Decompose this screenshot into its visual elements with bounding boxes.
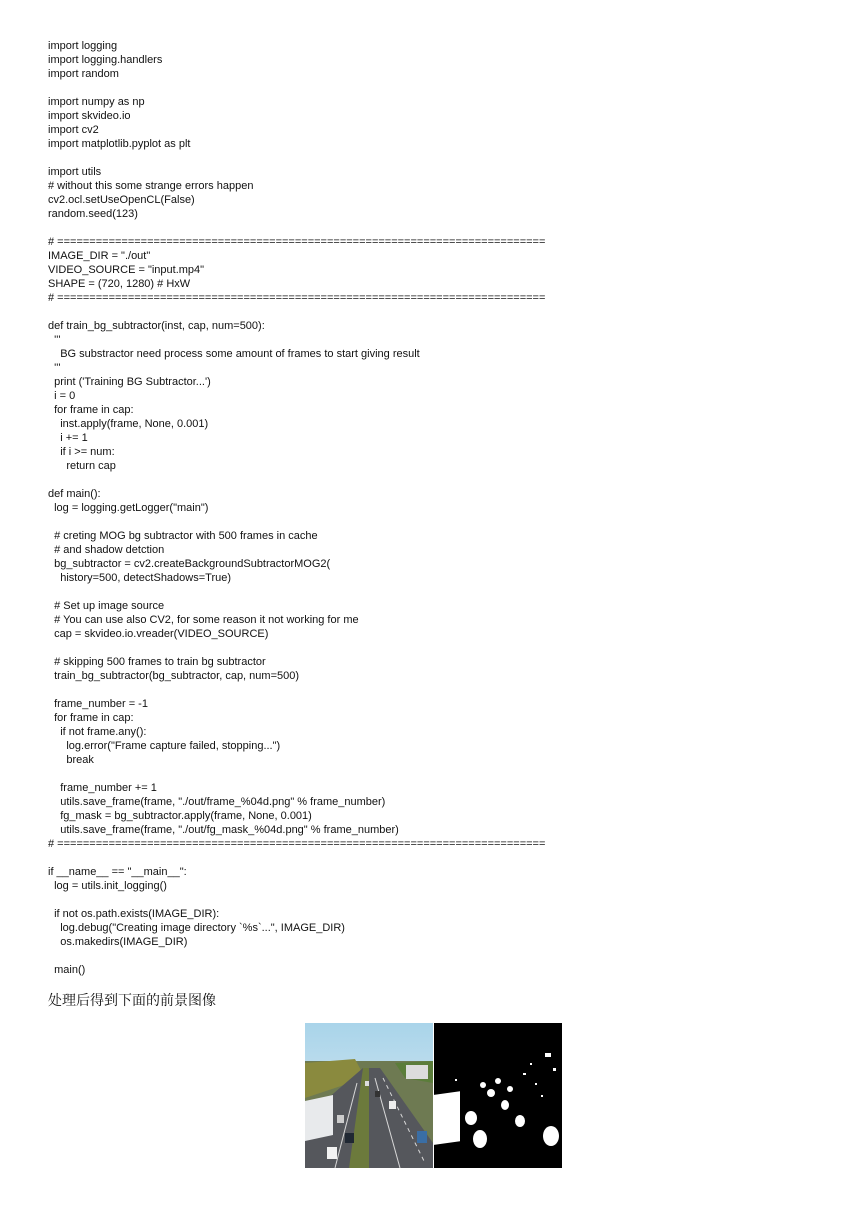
- code-line: cv2.ocl.setUseOpenCL(False): [48, 194, 195, 206]
- code-line: import logging.handlers: [48, 54, 163, 66]
- code-line: if not os.path.exists(IMAGE_DIR):: [48, 908, 220, 920]
- code-line: [48, 767, 568, 781]
- code-line: log.debug("Creating image directory `%s`...", IMAGE_DIR): [48, 922, 345, 934]
- code-line: # and shadow detction: [48, 544, 165, 556]
- foreground-mask: [434, 1023, 562, 1168]
- code-line: cap = skvideo.io.vreader(VIDEO_SOURCE): [48, 628, 269, 640]
- code-line: fg_mask = bg_subtractor.apply(frame, None, 0.001): [48, 810, 312, 822]
- code-line: for frame in cap:: [48, 404, 134, 416]
- code-line: # skipping 500 frames to train bg subtractor: [48, 656, 266, 668]
- code-line: VIDEO_SOURCE = "input.mp4": [48, 264, 205, 276]
- code-line: # creting MOG bg subtractor with 500 frames in cache: [48, 530, 318, 542]
- code-line: [48, 893, 568, 907]
- code-line: main(): [48, 964, 86, 976]
- code-line: inst.apply(frame, None, 0.001): [48, 418, 209, 430]
- code-line: [48, 683, 568, 697]
- code-line: if not frame.any():: [48, 726, 147, 738]
- code-line: [48, 473, 568, 487]
- code-line: os.makedirs(IMAGE_DIR): [48, 936, 188, 948]
- code-line: ''': [48, 362, 61, 374]
- code-line: [48, 585, 568, 599]
- foreground-result-figure: [305, 1023, 562, 1168]
- code-line: import cv2: [48, 124, 99, 136]
- caption-text: 处理后得到下面的前景图像: [48, 993, 216, 1009]
- code-line: [48, 641, 568, 655]
- code-line: history=500, detectShadows=True): [48, 572, 232, 584]
- code-line: import logging: [48, 40, 118, 52]
- code-line: def main():: [48, 488, 101, 500]
- code-line: import utils: [48, 166, 102, 178]
- code-line: log.error("Frame capture failed, stopping..."): [48, 740, 281, 752]
- code-line: ''': [48, 334, 61, 346]
- code-line: # ============================================================================: [48, 236, 546, 248]
- code-line: utils.save_frame(frame, "./out/frame_%04d.png" % frame_number): [48, 796, 386, 808]
- code-line: if i >= num:: [48, 446, 115, 458]
- code-line: [48, 515, 568, 529]
- code-line: import numpy as np: [48, 96, 145, 108]
- code-line: log = logging.getLogger("main"): [48, 502, 209, 514]
- code-line: [48, 851, 568, 865]
- code-block: [48, 39, 568, 977]
- highway-photo: [305, 1023, 433, 1168]
- code-line: random.seed(123): [48, 208, 138, 220]
- code-line: [48, 81, 568, 95]
- code-line: # ============================================================================: [48, 292, 546, 304]
- code-line: [48, 949, 568, 963]
- code-line: train_bg_subtractor(bg_subtractor, cap, num=500): [48, 670, 300, 682]
- code-line: SHAPE = (720, 1280) # HxW: [48, 278, 191, 290]
- code-line: IMAGE_DIR = "./out": [48, 250, 151, 262]
- code-line: bg_subtractor = cv2.createBackgroundSubtractorMOG2(: [48, 558, 331, 570]
- code-line: BG substractor need process some amount of frames to start giving result: [48, 348, 420, 360]
- code-line: def train_bg_subtractor(inst, cap, num=500):: [48, 320, 265, 332]
- code-line: [48, 221, 568, 235]
- code-line: # Set up image source: [48, 600, 165, 612]
- code-line: log = utils.init_logging(): [48, 880, 167, 892]
- code-line: # You can use also CV2, for some reason it not working for me: [48, 614, 359, 626]
- code-line: import skvideo.io: [48, 110, 131, 122]
- code-line: for frame in cap:: [48, 712, 134, 724]
- code-line: # without this some strange errors happen: [48, 180, 254, 192]
- code-line: import random: [48, 68, 119, 80]
- code-line: frame_number += 1: [48, 782, 157, 794]
- code-line: return cap: [48, 460, 116, 472]
- code-line: if __name__ == "__main__":: [48, 866, 187, 878]
- code-line: # ============================================================================: [48, 838, 546, 850]
- code-line: import matplotlib.pyplot as plt: [48, 138, 191, 150]
- code-line: i += 1: [48, 432, 88, 444]
- code-line: utils.save_frame(frame, "./out/fg_mask_%04d.png" % frame_number): [48, 824, 399, 836]
- code-line: [48, 151, 568, 165]
- code-line: break: [48, 754, 94, 766]
- code-line: [48, 305, 568, 319]
- code-line: print ('Training BG Subtractor...'): [48, 376, 211, 388]
- code-line: frame_number = -1: [48, 698, 148, 710]
- code-line: i = 0: [48, 390, 76, 402]
